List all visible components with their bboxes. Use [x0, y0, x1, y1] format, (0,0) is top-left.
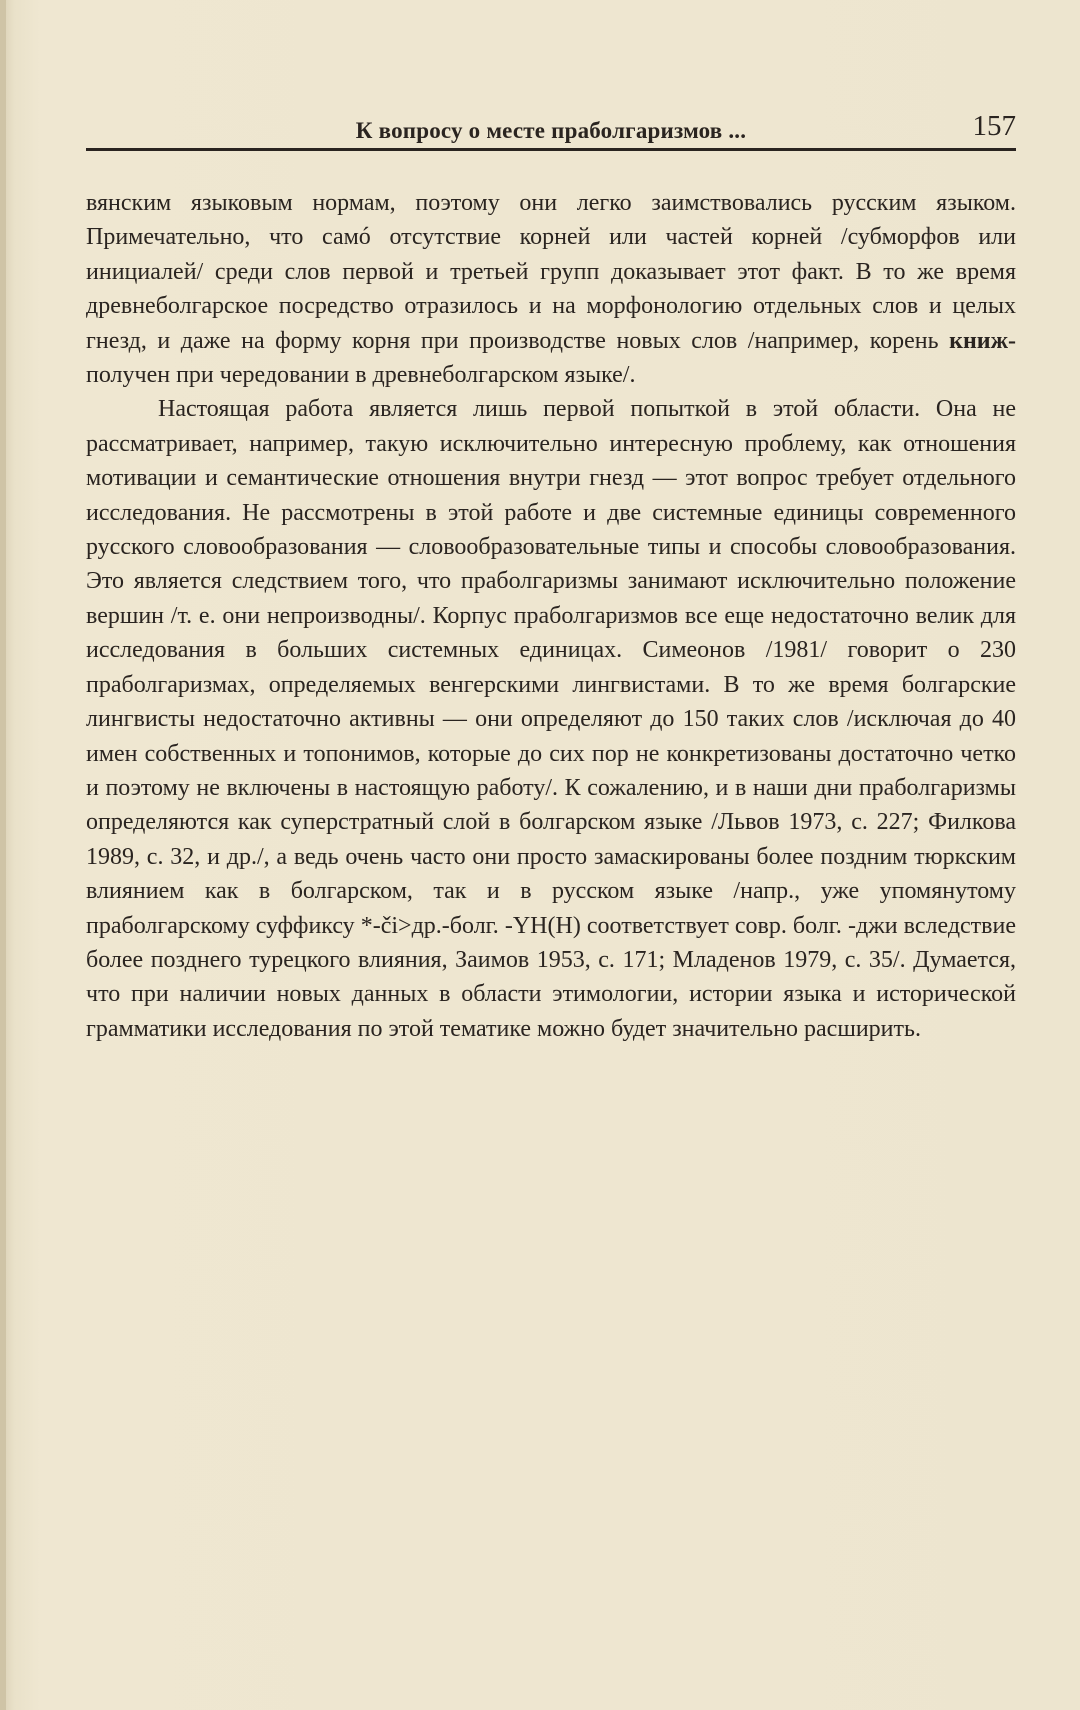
running-head [86, 108, 1016, 148]
paragraph-text: вянским языковым нормам, поэтому они легко заимствовались русским языком. Примечательно, что самó отсутствие корней или частей корней /субморфов или инициалей/ среди слов первой и третьей групп доказывает этот факт. В то же время древнеболгарское посредство отразилось и на морфонологию отдельных слов и целых гнезд, и даже на форму корня при производстве новых слов /например, корень [86, 190, 1016, 354]
paragraph: Настоящая работа является лишь первой попыткой в этой области. Она не рассматривает, например, такую исключительно интересную проблему, как отношения мотивации и семантические отношения внутри гнезд — этот вопрос требует отдельного исследования. Не рассмотрены в этой работе и две системные единицы современного русского словообразования — словообразовательные типы и способы словообразования. Это является следствием того, что праболгаризмы занимают исключительно положение вершин /т. е. они непроизводны/. Корпус праболгаризмов все еще недостаточно велик для исследования в больших системных единицах. Симеонов /1981/ говорит о 230 праболгаризмах, определяемых венгерскими лингвистами. В то же время болгарские лингвисты недостаточно активны — они определяют до 150 таких слов /исключая до 40 имен собственных и топонимов, которые до сих пор не конкретизованы достаточно четко и поэтому не включены в настоящую работу/. К сожалению, и в наши дни праболгаризмы определяются как суперстратный слой в болгарском языке /Львов 1973, с. 227; Филкова 1989, с. 32, и др./, а ведь очень часто они просто замаскированы более поздним тюркским влиянием как в болгарском, так и в русском языке /напр., уже упомянутому праболгарскому суффиксу *-či>др.-болг. -ҮН(Н) соответствует совр. болг. -джи вследствие более позднего турецкого влияния, Заимов 1953, с. 171; Младенов 1979, с. 35/. Думается, что при наличии новых данных в области этимологии, истории языка и исторической грамматики исследования по этой тематике можно будет значительно расширить. [86, 396, 1016, 1042]
paragraph-text: получен при чередовании в древнеболгарском языке/. [86, 362, 636, 389]
body-text [86, 186, 1016, 1046]
running-title: К вопросу о месте праболгаризмов ... [355, 118, 747, 143]
page-number: 157 [972, 110, 1016, 142]
paragraph-continuation [86, 186, 1016, 392]
bold-term: книж- [949, 327, 1016, 354]
header-rule [86, 148, 1016, 151]
page-spine-shadow [0, 0, 6, 1710]
